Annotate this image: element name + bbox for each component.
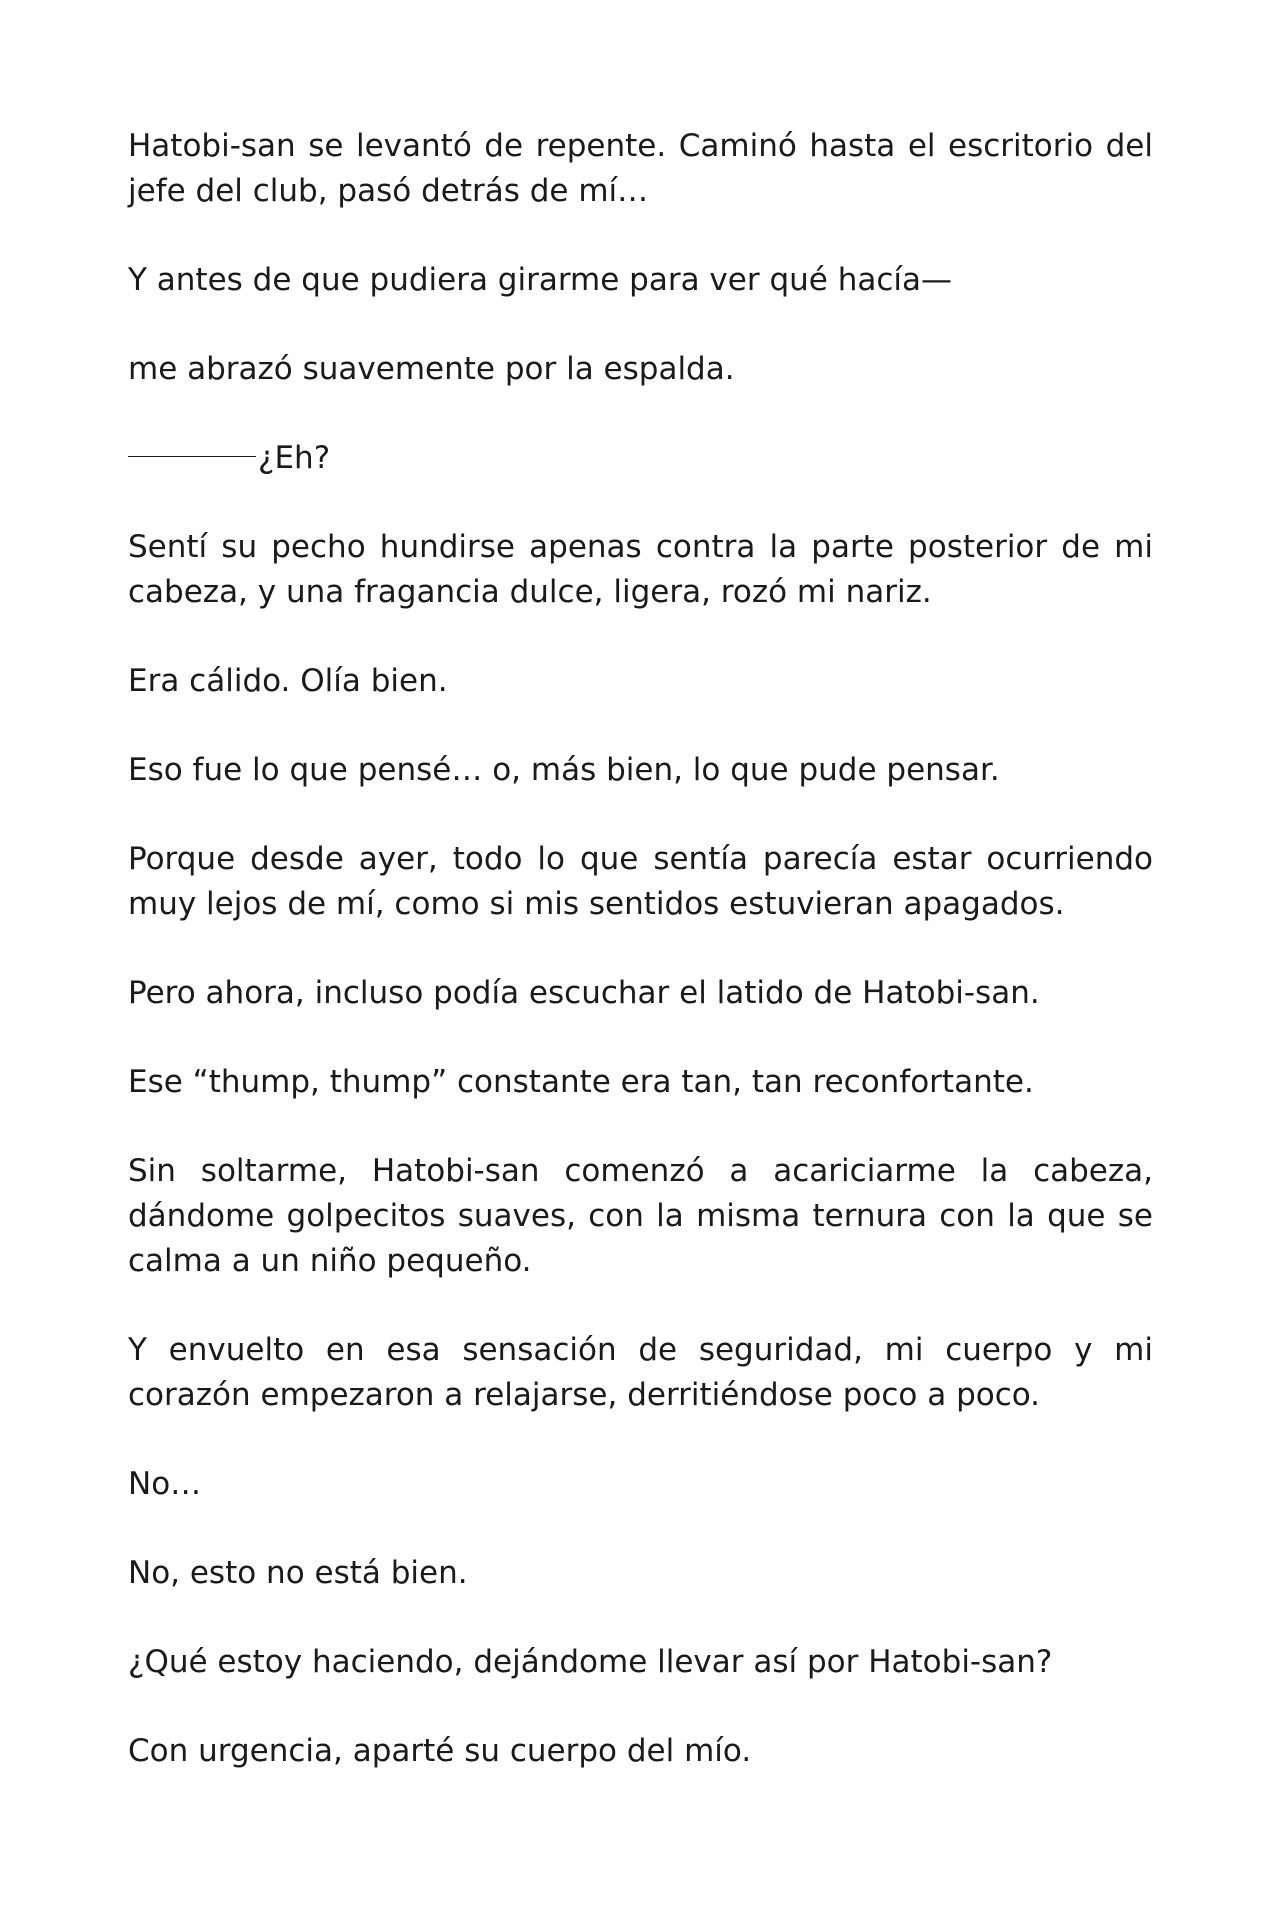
paragraph: Con urgencia, aparté su cuerpo del mío. [128,1733,752,1769]
paragraph: Era cálido. Olía bien. [128,663,448,699]
paragraph: No… [128,1466,202,1502]
long-dash-rule [128,456,256,457]
paragraph: Pero ahora, incluso podía escuchar el latido de Hatobi-san. [128,975,1040,1011]
paragraph-text: ¿Eh? [258,440,331,476]
paragraph: me abrazó suavemente por la espalda. [128,351,735,387]
paragraph: Sentí su pecho hundirse apenas contra la parte posterior de mi cabeza, y una fragancia dulce, ligera, rozó mi nariz. [128,529,1153,610]
paragraph: Porque desde ayer, todo lo que sentía parecía estar ocurriendo muy lejos de mí, como si mis sentidos estuvieran apagados. [128,841,1153,922]
document-page [128,124,1153,1774]
paragraph: Sin soltarme, Hatobi-san comenzó a acariciarme la cabeza, dándome golpecitos suaves, con la misma ternura con la que se calma a un niño pequeño. [128,1153,1153,1279]
paragraph: Y antes de que pudiera girarme para ver qué hacía— [128,262,952,298]
paragraph: ¿Qué estoy haciendo, dejándome llevar así por Hatobi-san? [128,1644,1053,1680]
paragraph: No, esto no está bien. [128,1555,468,1591]
paragraph: Hatobi-san se levantó de repente. Caminó hasta el escritorio del jefe del club, pasó detrás de mí… [128,128,1153,209]
paragraph: Eso fue lo que pensé… o, más bien, lo que pude pensar. [128,752,1000,788]
paragraph-with-dash [128,436,1153,481]
paragraph: Ese “thump, thump” constante era tan, tan reconfortante. [128,1064,1034,1100]
paragraph: Y envuelto en esa sensación de seguridad, mi cuerpo y mi corazón empezaron a relajarse, derritiéndose poco a poco. [128,1332,1153,1413]
